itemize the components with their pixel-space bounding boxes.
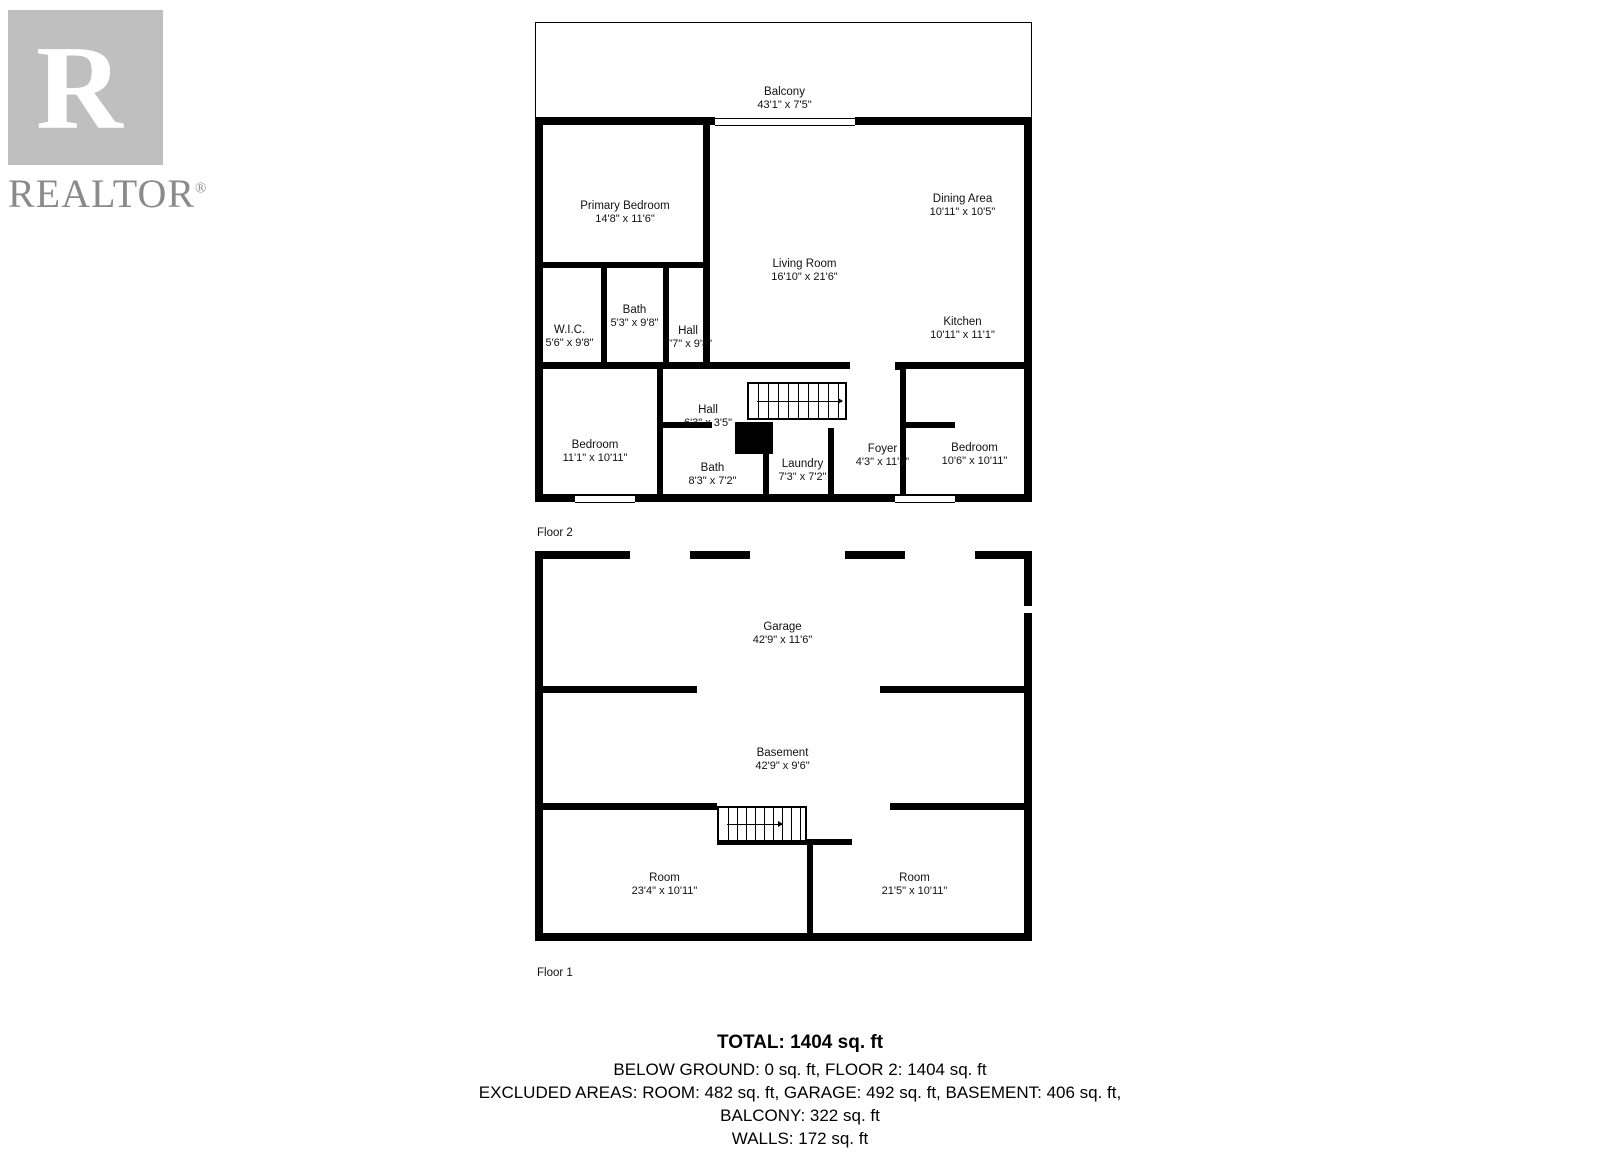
- room-name: Foyer: [867, 443, 898, 455]
- below-ground-line: BELOW GROUND: 0 sq. ft, FLOOR 2: 1404 sq. ft: [613, 1060, 987, 1079]
- room-dimensions: 4'3" x 11'3": [855, 456, 910, 468]
- room-dimensions: 7'7" x 9'8": [663, 338, 713, 350]
- wall-f1-left: [535, 551, 543, 941]
- realtor-logo-word-text: REALTOR: [8, 171, 196, 216]
- room-dimensions: 42'9" x 9'6": [755, 760, 810, 772]
- room-name: Bedroom: [951, 442, 998, 454]
- room-label-bedroom-left: [525, 439, 665, 465]
- wall-top-left: [535, 117, 715, 125]
- room-name: Garage: [763, 621, 802, 633]
- wall-mid-horizontal-left: [535, 362, 710, 369]
- wall-f1-bottom: [535, 933, 1032, 941]
- room-name: Bath: [622, 304, 647, 316]
- room-name: Balcony: [764, 86, 805, 98]
- room-label-wic: [517, 324, 622, 350]
- room-name: Hall: [678, 325, 698, 337]
- wall-f1-top-c: [845, 551, 905, 559]
- room-label-kitchen: [885, 316, 1040, 342]
- wall-rooms-divider: [807, 841, 813, 936]
- realtor-logo-wordmark: [8, 170, 207, 217]
- room-name: Dining Area: [932, 193, 993, 205]
- room-name: Bedroom: [571, 439, 619, 451]
- stairs-floor-1-direction-arrow: [727, 824, 782, 825]
- wall-garage-basement-left: [535, 686, 697, 693]
- room-label-bedroom-right: [907, 442, 1042, 468]
- room-label-balcony: [707, 86, 862, 112]
- stairs-direction-arrow: [757, 401, 842, 402]
- room-name: Room: [899, 872, 930, 884]
- balcony-area-line: BALCONY: 322 sq. ft: [720, 1106, 880, 1125]
- wall-f1-right-b: [1024, 613, 1032, 941]
- room-dimensions: 10'11" x 11'1": [930, 329, 995, 341]
- room-dimensions: 23'4" x 10'11": [631, 885, 698, 897]
- wall-primary-bedroom-right: [703, 117, 710, 267]
- total-area: TOTAL: 1404 sq. ft: [716, 1032, 884, 1053]
- room-dimensions: 42'9" x 11'6": [752, 634, 813, 646]
- realtor-logo-mark: [8, 10, 163, 165]
- wall-f1-top-a: [535, 551, 630, 559]
- wall-bedroom-right-top: [900, 422, 955, 428]
- floor-1-plan: [535, 551, 1035, 941]
- wall-foyer-right: [900, 369, 906, 494]
- room-dimensions: 43'1" x 7'5": [757, 99, 812, 111]
- floor-2-caption: Floor 2: [537, 527, 573, 539]
- window-bottom-right: [895, 495, 955, 503]
- room-dimensions: 8'3" x 7'2": [688, 475, 737, 487]
- room-dimensions: 6'3" x 3'5": [683, 417, 733, 429]
- room-label-room-right: [837, 872, 992, 898]
- realtor-logo-letter: R: [36, 21, 123, 154]
- room-label-dining-area: [885, 193, 1040, 219]
- walls-area-line: WALLS: 172 sq. ft: [731, 1129, 869, 1148]
- floor-2-plan: [535, 22, 1035, 502]
- wall-right-lower: [1024, 372, 1032, 502]
- room-label-basement: [705, 747, 860, 773]
- room-dimensions: 10'6" x 10'11": [941, 455, 1008, 467]
- window-bottom-left: [575, 495, 635, 503]
- wall-mid-horizontal-center: [710, 362, 850, 369]
- window-top: [715, 118, 855, 126]
- room-dimensions: 21'5" x 10'11": [881, 885, 948, 897]
- realtor-logo: [8, 10, 208, 225]
- room-name: W.I.C.: [553, 324, 586, 336]
- room-name: Kitchen: [943, 316, 982, 328]
- wall-garage-basement-right: [880, 686, 1032, 693]
- room-dimensions: 14'8" x 11'6": [595, 213, 655, 225]
- excluded-areas-line: EXCLUDED AREAS: ROOM: 482 sq. ft, GARAGE: 492 sq. ft, BASEMENT: 406 sq. ft,: [478, 1083, 1122, 1102]
- room-dimensions: 7'3" x 7'2": [778, 471, 827, 483]
- room-dimensions: 5'3" x 9'8": [610, 317, 659, 329]
- room-label-hall-upper: [643, 325, 733, 351]
- wall-top-right: [855, 117, 1032, 125]
- room-label-primary-bedroom: [545, 200, 705, 226]
- room-name: Laundry: [781, 458, 824, 470]
- wall-mid-horizontal-right: [901, 362, 1026, 369]
- room-name: Basement: [756, 747, 809, 759]
- room-name: Room: [649, 872, 680, 884]
- room-label-living-room: [727, 258, 882, 284]
- room-name: Bath: [700, 462, 725, 474]
- room-dimensions: 16'10" x 21'6": [771, 271, 838, 283]
- wall-f1-top-b: [690, 551, 750, 559]
- room-name: Primary Bedroom: [580, 200, 670, 212]
- room-dimensions: 5'6" x 9'8": [545, 337, 594, 349]
- area-summary: [0, 1032, 1600, 1150]
- floor-1-caption: Floor 1: [537, 967, 573, 979]
- room-dimensions: 10'11" x 10'5": [929, 206, 996, 218]
- room-label-garage: [705, 621, 860, 647]
- wall-basement-rooms-left: [535, 803, 717, 810]
- wall-primary-bedroom-bottom: [535, 262, 710, 268]
- room-label-hall-lower: [663, 404, 753, 430]
- room-label-room-left: [587, 872, 742, 898]
- room-name: Hall: [698, 404, 718, 416]
- wall-f1-right-a: [1024, 551, 1032, 606]
- wall-basement-rooms-right: [890, 803, 1032, 810]
- room-dimensions: 11'1" x 10'11": [562, 452, 628, 464]
- room-name: Living Room: [772, 258, 837, 270]
- trademark-symbol: ®: [195, 180, 208, 197]
